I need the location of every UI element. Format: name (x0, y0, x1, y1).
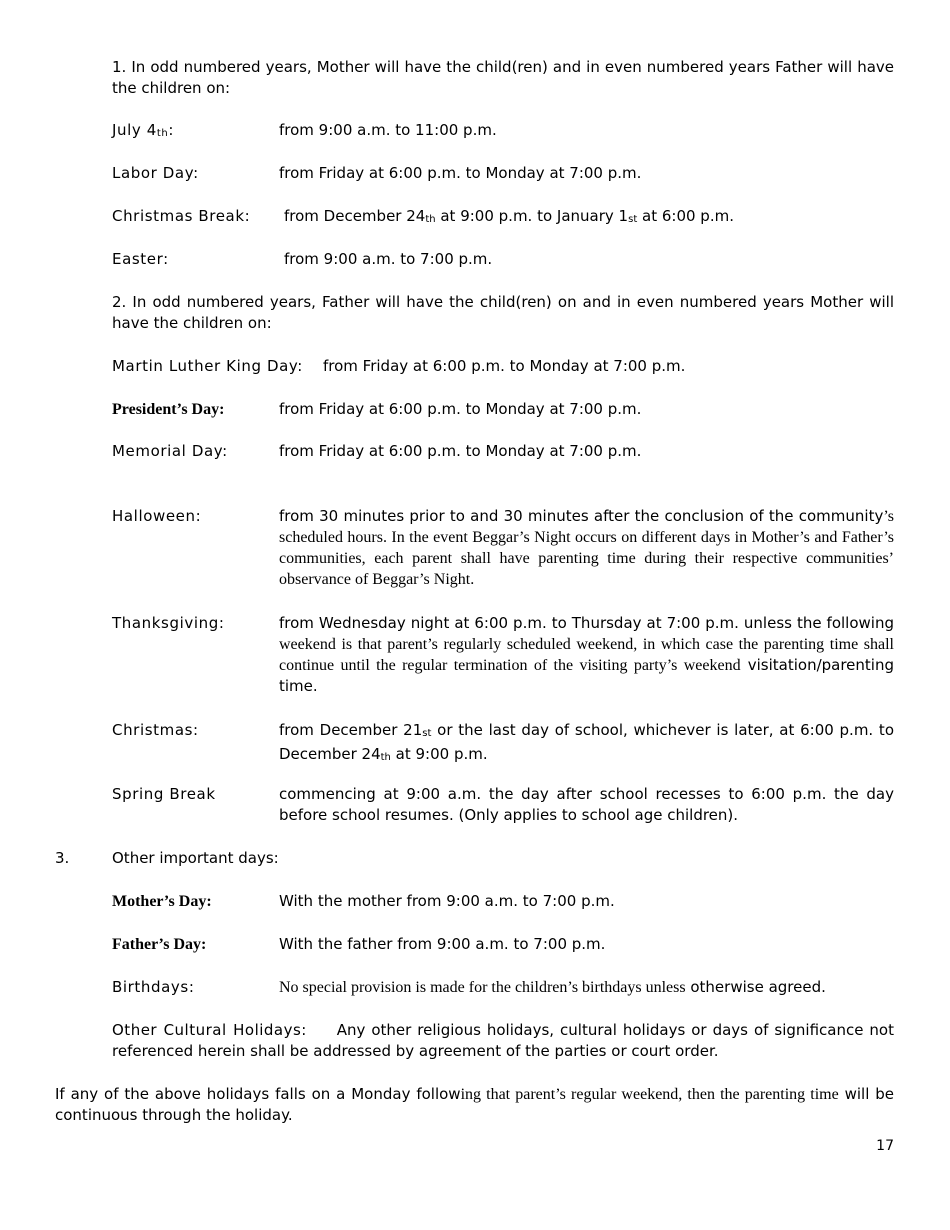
holiday-value: from Friday at 6:00 p.m. to Monday at 7:00 p.m. (323, 357, 686, 375)
holiday-value: from Wednesday night at 6:00 p.m. to Thursday at 7:00 p.m. unless the following weekend is that parent’s regularly scheduled weekend, in which case the parenting time shall continue until the regular termination of the visiting party’s weekend visitation/parenting time. (279, 614, 894, 695)
other-holidays-value: Any other religious holidays, cultural holidays or days of significance not referenced herein shall be addressed by agreement of the parties or court order. (112, 1021, 894, 1060)
other-cultural-holidays (112, 1020, 894, 1062)
holiday-label: Mother’s Day: (112, 893, 212, 910)
holiday-label: Memorial Day: (112, 442, 228, 460)
holiday-value: No special provision is made for the children’s birthdays unless otherwise agreed. (279, 978, 826, 996)
section3-heading: Other important days: (112, 849, 279, 867)
holiday-label: Halloween: (112, 507, 202, 525)
holiday-label: Thanksgiving: (112, 614, 225, 632)
page-number: 17 (876, 1138, 894, 1154)
holiday-value: from Friday at 6:00 p.m. to Monday at 7:00 p.m. (279, 164, 642, 182)
holiday-label: Spring Break (112, 785, 216, 803)
holiday-value: commencing at 9:00 a.m. the day after school recesses to 6:00 p.m. the day before school resumes. (Only applies to school age children). (279, 785, 894, 824)
section1-intro: 1. In odd numbered years, Mother will have the child(ren) and in even numbered years Father will have the children on: (112, 58, 894, 97)
holiday-label: President’s Day: (112, 401, 225, 418)
holiday-value: With the mother from 9:00 a.m. to 7:00 p.m. (279, 892, 615, 910)
section3-number: 3. (55, 849, 70, 867)
closing-paragraph: If any of the above holidays falls on a Monday following that parent’s regular weekend, then the parenting time will be continuous through the holiday. (55, 1085, 895, 1124)
holiday-value: from December $24_{th}$ at 9:00 p.m. to January $1_{st}$ at 6:00 p.m. (284, 207, 734, 225)
holiday-label: Father’s Day: (112, 936, 207, 953)
holiday-label: Christmas Break: (112, 207, 251, 225)
holiday-value: from December $21_{st}$ or the last day of school, whichever is later, at 6:00 p.m. to December $24_{th}$ at 9:00 p.m. (279, 721, 894, 763)
holiday-value: from 9:00 a.m. to 7:00 p.m. (284, 250, 493, 268)
holiday-label: Birthdays: (112, 978, 195, 996)
holiday-value: from Friday at 6:00 p.m. to Monday at 7:00 p.m. (279, 442, 642, 460)
holiday-label: July $4_{th}$: (112, 121, 175, 139)
other-holidays-label: Other Cultural Holidays: (112, 1021, 307, 1039)
holiday-value: from 9:00 a.m. to 11:00 p.m. (279, 121, 497, 139)
holiday-label: Labor Day: (112, 164, 199, 182)
holiday-label: Easter: (112, 250, 169, 268)
holiday-value: from 30 minutes prior to and 30 minutes after the conclusion of the community’s scheduled hours. In the event Beggar’s Night occurs on different days in Mother’s and Father’s communities, each parent shall have parenting time during their respective communities’ observance of Beggar’s Night. (279, 507, 894, 588)
holiday-value: With the father from 9:00 a.m. to 7:00 p.m. (279, 935, 606, 953)
holiday-label: Martin Luther King Day: (112, 357, 303, 375)
holiday-value: from Friday at 6:00 p.m. to Monday at 7:00 p.m. (279, 400, 642, 418)
holiday-label: Christmas: (112, 721, 199, 739)
section2-intro: 2. In odd numbered years, Father will have the child(ren) on and in even numbered years Mother will have the children on: (112, 293, 894, 332)
